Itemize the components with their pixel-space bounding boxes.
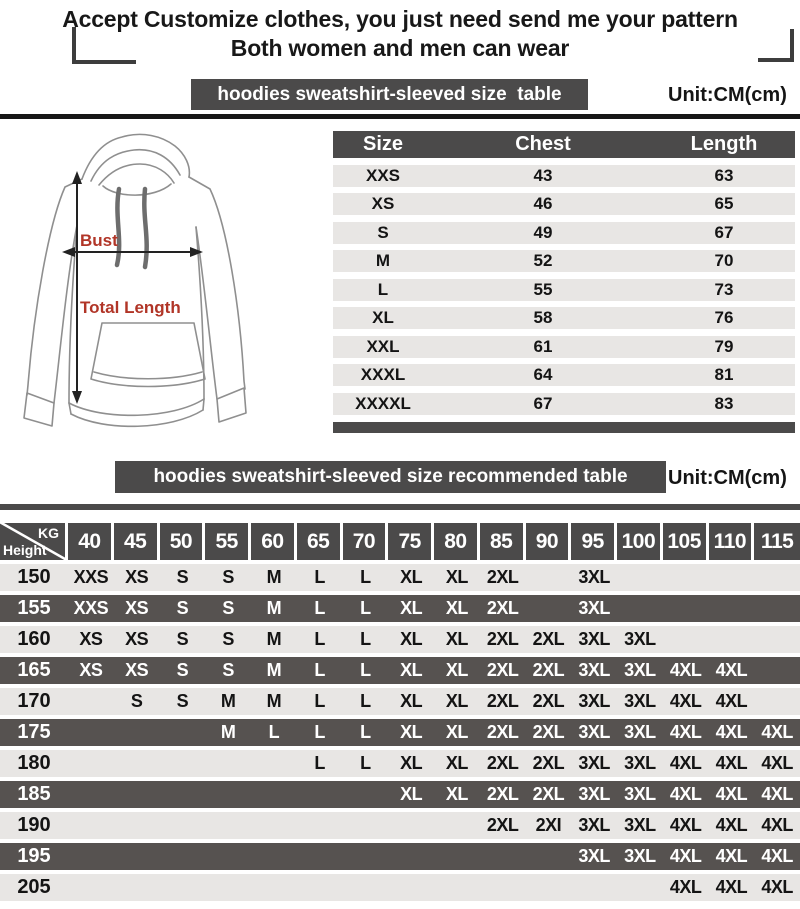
weight-header-cell: 55 [205, 523, 251, 560]
matrix-size-cell [251, 781, 297, 808]
matrix-size-cell: 2XL [532, 629, 565, 649]
bust-label: Bust [80, 231, 118, 250]
matrix-size-cell [160, 874, 206, 901]
matrix-size-cell: XS [125, 629, 149, 649]
table-row [333, 165, 795, 187]
table-cell: 61 [533, 336, 553, 356]
matrix-height-cell: 160 [17, 628, 51, 650]
matrix-size-cell [68, 812, 114, 839]
matrix-size-cell [251, 750, 297, 777]
matrix-size-cell [434, 874, 480, 901]
matrix-size-cell: XL [400, 567, 423, 587]
matrix-size-cell: S [176, 660, 189, 680]
matrix-size-cell [114, 843, 160, 870]
matrix-size-cell: L [314, 753, 325, 773]
matrix-row [0, 595, 800, 622]
table-row [333, 279, 795, 301]
matrix-size-cell: 4XL [761, 753, 793, 773]
table-cell: XS [371, 194, 395, 213]
pocket-outline [91, 323, 205, 387]
table-cell: 52 [533, 251, 553, 270]
matrix-size-cell: 3XL [624, 660, 656, 680]
matrix-size-cell [68, 719, 114, 746]
matrix-size-cell: 3XL [624, 629, 656, 649]
matrix-size-cell: L [360, 660, 371, 680]
matrix-size-cell [68, 750, 114, 777]
matrix-size-cell: L [314, 660, 325, 680]
matrix-size-cell: XL [445, 753, 468, 773]
weight-header-cell: 85 [480, 523, 526, 560]
matrix-size-cell: 4XL [761, 784, 793, 804]
matrix-size-cell: XL [445, 598, 468, 618]
matrix-size-cell [480, 874, 526, 901]
matrix-size-cell: XL [445, 784, 468, 804]
table-cell: 76 [714, 308, 734, 327]
table-cell: L [377, 279, 389, 299]
recommended-table-banner: hoodies sweatshirt-sleeved size recommended table [115, 461, 666, 493]
matrix-header-row [0, 523, 800, 560]
matrix-size-cell: XL [400, 753, 423, 773]
matrix-size-cell: L [314, 567, 325, 587]
size-table-banner: hoodies sweatshirt-sleeved size table [191, 79, 588, 110]
matrix-size-cell: XL [400, 598, 423, 618]
matrix-size-cell: XXS [73, 567, 109, 587]
table-cell: 65 [714, 194, 734, 213]
drawstring-left [117, 189, 119, 265]
matrix-height-cell: 170 [17, 690, 51, 712]
table-cell: 67 [533, 393, 553, 413]
matrix-size-cell: XL [445, 660, 468, 680]
matrix-size-cell [434, 843, 480, 870]
matrix-size-cell: 3XL [578, 753, 610, 773]
table-cell: XXXXL [355, 393, 411, 413]
matrix-size-cell: 4XL [669, 722, 702, 742]
weight-header-cell: 100 [617, 523, 663, 560]
matrix-size-cell: 4XL [715, 877, 748, 897]
table-cell: M [375, 251, 391, 270]
hoodie-measurement-diagram [3, 127, 333, 445]
matrix-size-cell: 3XL [624, 691, 656, 711]
matrix-size-cell: XL [445, 691, 468, 711]
matrix-size-cell: M [220, 691, 236, 711]
matrix-size-cell: S [176, 567, 189, 587]
matrix-size-cell: XL [400, 691, 423, 711]
hood-outline [82, 134, 189, 179]
weight-header-cell: 50 [160, 523, 206, 560]
matrix-size-cell: L [314, 691, 325, 711]
unit-label-2: Unit:CM(cm) [668, 467, 787, 489]
matrix-size-cell [251, 874, 297, 901]
table-row [333, 307, 795, 329]
matrix-size-cell: XL [400, 660, 423, 680]
matrix-size-cell: M [266, 598, 282, 618]
matrix-size-cell: 2XL [486, 660, 519, 680]
matrix-size-cell: L [360, 629, 371, 649]
matrix-size-cell: 4XL [669, 877, 702, 897]
matrix-size-cell: S [176, 691, 189, 711]
matrix-size-cell [68, 843, 114, 870]
matrix-row [0, 626, 800, 653]
matrix-row [0, 843, 800, 870]
matrix-size-cell: 3XL [578, 846, 610, 866]
corner-bracket-left [72, 27, 136, 64]
matrix-size-cell: 3XL [624, 784, 656, 804]
matrix-size-cell [160, 812, 206, 839]
table-cell: XXS [365, 165, 401, 185]
matrix-row [0, 688, 800, 715]
matrix-size-cell: L [360, 567, 371, 587]
column-header-length: Length [690, 133, 758, 155]
matrix-size-cell: 4XL [761, 877, 793, 897]
matrix-size-cell [297, 874, 343, 901]
corner-kg-label: KG [38, 525, 59, 541]
matrix-size-cell [663, 564, 709, 591]
table-cell: 64 [533, 365, 553, 384]
table-cell: 46 [533, 194, 553, 213]
table-cell: 58 [533, 308, 553, 327]
matrix-size-cell: 3XL [578, 784, 610, 804]
matrix-size-cell [526, 843, 572, 870]
matrix-size-cell [480, 843, 526, 870]
matrix-size-cell [114, 874, 160, 901]
matrix-size-cell [68, 688, 114, 715]
matrix-size-cell: 4XL [715, 753, 748, 773]
weight-header-cell: 60 [251, 523, 297, 560]
matrix-size-cell [617, 874, 663, 901]
matrix-size-cell [114, 812, 160, 839]
matrix-size-cell [160, 719, 206, 746]
weight-header-cell: 75 [388, 523, 434, 560]
matrix-size-cell: 4XL [715, 846, 748, 866]
matrix-size-cell [709, 564, 755, 591]
matrix-size-cell [526, 595, 572, 622]
matrix-height-cell: 165 [17, 659, 51, 681]
matrix-size-cell [754, 626, 800, 653]
weight-header-cell: 40 [68, 523, 114, 560]
matrix-size-cell [617, 595, 663, 622]
table-cell: 67 [714, 222, 734, 242]
divider-rule-top [0, 114, 800, 119]
matrix-height-cell: 155 [17, 597, 51, 619]
table-row [333, 336, 795, 358]
matrix-size-cell [205, 812, 251, 839]
matrix-size-cell: 2XL [486, 691, 519, 711]
matrix-size-cell [754, 595, 800, 622]
matrix-height-cell: 195 [17, 845, 51, 867]
matrix-size-cell: 4XL [715, 691, 748, 711]
matrix-size-cell: 4XL [669, 691, 702, 711]
matrix-size-cell: 4XL [761, 846, 793, 866]
matrix-size-cell: S [130, 691, 143, 711]
column-header-size: Size [362, 133, 404, 155]
matrix-size-cell: 4XL [669, 660, 702, 680]
matrix-size-cell [709, 626, 755, 653]
matrix-size-cell: 4XL [669, 784, 702, 804]
table-cell: 73 [714, 279, 734, 299]
table-row [333, 250, 795, 272]
table-cell: 43 [533, 165, 553, 185]
matrix-size-cell: 3XL [624, 753, 656, 773]
weight-header-cell: 45 [114, 523, 160, 560]
matrix-size-cell [388, 812, 434, 839]
matrix-size-cell: M [266, 567, 282, 587]
matrix-size-cell [68, 781, 114, 808]
weight-header-cell: 95 [571, 523, 617, 560]
matrix-size-cell [160, 781, 206, 808]
matrix-size-cell: S [222, 598, 234, 618]
matrix-size-cell: M [266, 691, 282, 711]
matrix-size-cell: XL [400, 722, 423, 742]
matrix-size-cell: XS [125, 567, 149, 587]
matrix-size-cell: 2XL [486, 598, 519, 618]
matrix-size-cell: 4XL [715, 815, 748, 835]
table-cell: XXL [366, 336, 400, 356]
matrix-size-cell [205, 843, 251, 870]
matrix-size-cell: 4XL [715, 660, 748, 680]
matrix-height-cell: 185 [17, 783, 51, 805]
table-cell: XXXL [360, 365, 406, 384]
matrix-size-cell: XS [125, 660, 149, 680]
table-cell: 79 [714, 336, 734, 356]
matrix-size-cell: 2XL [532, 784, 565, 804]
matrix-size-cell: 3XL [578, 567, 610, 587]
matrix-size-cell: 2XL [532, 722, 565, 742]
weight-header-cell: 105 [663, 523, 709, 560]
matrix-size-cell: L [314, 722, 325, 742]
matrix-size-cell [343, 843, 389, 870]
matrix-size-cell [343, 874, 389, 901]
weight-header-cell: 115 [754, 523, 800, 560]
unit-label-1: Unit:CM(cm) [668, 84, 787, 106]
matrix-size-cell [251, 812, 297, 839]
matrix-height-cell: 190 [17, 814, 51, 836]
matrix-size-cell: 2XL [532, 660, 565, 680]
weight-header-cell: 65 [297, 523, 343, 560]
table-row [333, 193, 795, 215]
column-header-chest: Chest [515, 133, 571, 155]
matrix-size-cell [343, 781, 389, 808]
weight-header-cell: 110 [709, 523, 755, 560]
matrix-size-cell: 2XL [532, 753, 565, 773]
matrix-row [0, 750, 800, 777]
matrix-size-cell: 4XL [715, 784, 748, 804]
sleeve-left-outline [27, 179, 82, 395]
matrix-row [0, 564, 800, 591]
matrix-size-cell: XXS [73, 598, 109, 618]
matrix-size-cell: 3XL [624, 722, 656, 742]
matrix-size-cell: 3XL [578, 722, 610, 742]
matrix-size-cell: L [360, 722, 371, 742]
matrix-size-cell [205, 874, 251, 901]
table-cell: 63 [714, 165, 734, 185]
recommended-size-matrix [0, 523, 800, 905]
table-row [333, 393, 795, 415]
size-table-body [333, 165, 795, 415]
matrix-row [0, 812, 800, 839]
matrix-size-cell [709, 595, 755, 622]
matrix-size-cell: 3XL [578, 815, 610, 835]
drawstring-right [144, 189, 146, 267]
matrix-size-cell: 4XL [761, 815, 793, 835]
matrix-size-cell [205, 750, 251, 777]
table-cell: 49 [533, 222, 553, 242]
matrix-size-cell: 2XL [486, 784, 519, 804]
matrix-height-cell: 175 [17, 721, 51, 743]
matrix-size-cell [343, 812, 389, 839]
matrix-size-cell: 4XL [669, 815, 702, 835]
matrix-row [0, 657, 800, 684]
size-table [333, 131, 795, 433]
matrix-size-cell: 2XL [486, 753, 519, 773]
corner-height-label: Height [3, 542, 47, 558]
matrix-size-cell [297, 812, 343, 839]
matrix-size-cell [526, 564, 572, 591]
matrix-height-cell: 205 [17, 876, 51, 898]
table-cell: S [377, 222, 389, 242]
table-row [333, 364, 795, 386]
matrix-size-cell: 2XL [486, 629, 519, 649]
matrix-size-cell [617, 564, 663, 591]
matrix-size-cell: L [314, 598, 325, 618]
matrix-size-cell: 2XL [486, 815, 519, 835]
matrix-size-cell: 3XL [578, 629, 610, 649]
matrix-size-cell [114, 781, 160, 808]
table-cell: 81 [714, 365, 734, 384]
matrix-size-cell: 2XL [532, 691, 565, 711]
matrix-size-cell [160, 750, 206, 777]
matrix-size-cell: XS [79, 660, 103, 680]
matrix-size-cell: XL [445, 722, 468, 742]
matrix-size-cell: 4XL [669, 753, 702, 773]
matrix-size-cell [205, 781, 251, 808]
matrix-row [0, 874, 800, 901]
matrix-size-cell: M [266, 629, 282, 649]
matrix-size-cell [297, 843, 343, 870]
matrix-size-cell [114, 750, 160, 777]
matrix-size-cell: 3XL [578, 691, 610, 711]
title-line-1: Accept Customize clothes, you just need send me your pattern [62, 6, 738, 32]
matrix-size-cell: 4XL [669, 846, 702, 866]
matrix-size-cell: 2XL [486, 567, 519, 587]
matrix-size-cell: 4XL [761, 722, 793, 742]
sleeve-right-outline [189, 177, 245, 389]
matrix-size-cell: XL [445, 567, 468, 587]
matrix-size-cell: 2XI [535, 815, 562, 835]
matrix-height-cell: 180 [17, 752, 51, 774]
matrix-size-cell [754, 688, 800, 715]
matrix-size-cell [526, 874, 572, 901]
matrix-size-cell [663, 595, 709, 622]
matrix-size-cell [68, 874, 114, 901]
matrix-size-cell: 4XL [715, 722, 748, 742]
matrix-size-cell: L [268, 722, 280, 742]
matrix-size-cell: L [360, 598, 371, 618]
corner-bracket-right [758, 29, 794, 62]
matrix-size-cell [251, 843, 297, 870]
matrix-size-cell: 3XL [578, 598, 610, 618]
matrix-size-cell [754, 564, 800, 591]
matrix-size-cell [297, 781, 343, 808]
matrix-size-cell [388, 874, 434, 901]
matrix-size-cell: XL [445, 629, 468, 649]
matrix-body [0, 564, 800, 901]
matrix-size-cell: L [314, 629, 325, 649]
matrix-size-cell: 3XL [624, 846, 656, 866]
matrix-size-cell: XS [125, 598, 149, 618]
matrix-size-cell: XL [400, 629, 423, 649]
table-row [333, 222, 795, 244]
matrix-size-cell: S [222, 629, 234, 649]
matrix-size-cell [663, 626, 709, 653]
matrix-size-cell: 2XL [486, 722, 519, 742]
matrix-size-cell: 3XL [624, 815, 656, 835]
matrix-height-cell: 150 [17, 566, 51, 588]
title-line-2: Both women and men can wear [230, 35, 570, 61]
matrix-row [0, 781, 800, 808]
matrix-size-cell: S [176, 598, 189, 618]
table-cell: 70 [714, 251, 734, 270]
matrix-size-cell [160, 843, 206, 870]
total-length-label: Total Length [80, 298, 181, 317]
table-cell: 83 [714, 393, 734, 413]
matrix-size-cell: L [360, 753, 371, 773]
matrix-size-cell: 3XL [578, 660, 610, 680]
size-table-header [333, 131, 795, 158]
matrix-size-cell: L [360, 691, 371, 711]
matrix-size-cell [754, 657, 800, 684]
measurement-arrows [70, 179, 195, 396]
weight-header-cell: 70 [343, 523, 389, 560]
table-cell: 55 [533, 279, 553, 299]
weight-header-cell: 90 [526, 523, 572, 560]
weight-header-cell: 80 [434, 523, 480, 560]
matrix-size-cell: S [222, 660, 234, 680]
divider-rule-middle [0, 504, 800, 510]
matrix-row [0, 719, 800, 746]
matrix-size-cell [434, 812, 480, 839]
matrix-size-cell [571, 874, 617, 901]
matrix-size-cell: XS [79, 629, 103, 649]
matrix-size-cell: S [222, 567, 234, 587]
size-table-footer-bar [333, 422, 795, 433]
matrix-size-cell: M [266, 660, 282, 680]
table-cell: XL [372, 308, 394, 327]
matrix-size-cell [114, 719, 160, 746]
matrix-size-cell: XL [400, 784, 423, 804]
matrix-corner-cell [0, 523, 68, 560]
matrix-size-cell: S [176, 629, 189, 649]
matrix-size-cell: M [220, 722, 236, 742]
matrix-size-cell [388, 843, 434, 870]
